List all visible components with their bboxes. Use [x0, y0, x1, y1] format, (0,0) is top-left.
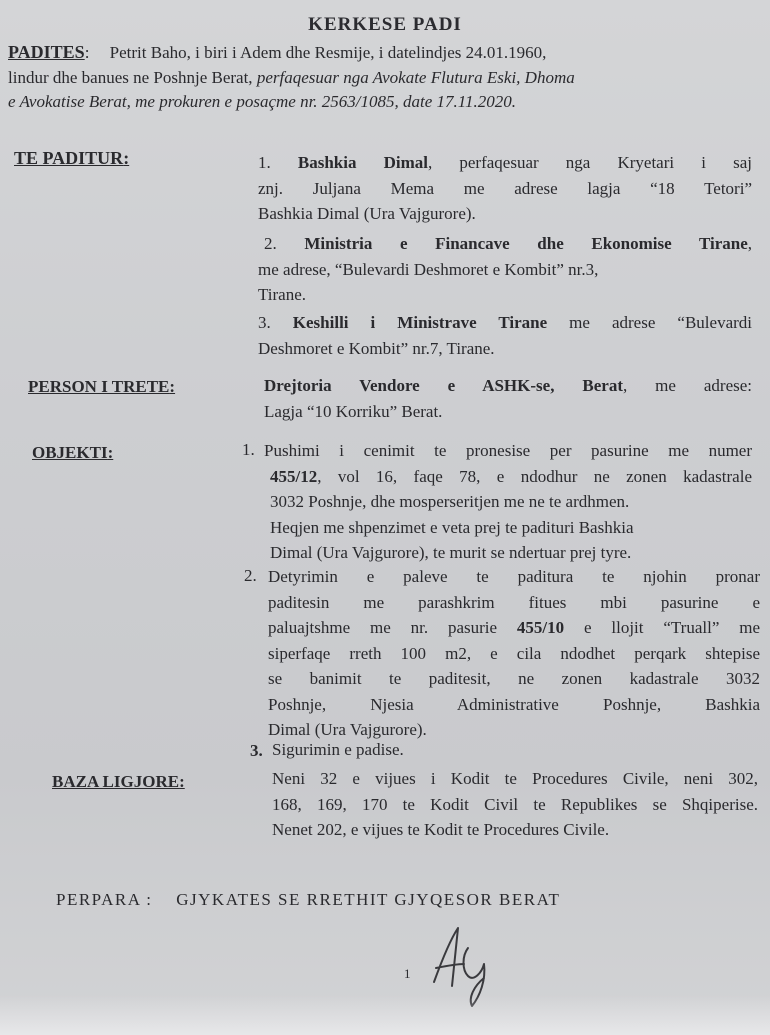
plaintiff-colon: :	[84, 43, 90, 62]
plaintiff-line2	[8, 67, 768, 88]
third-party	[264, 373, 752, 424]
defendant-1-name: Bashkia Dimal	[297, 153, 428, 172]
defendant-3-name: Keshilli i Ministrave Tirane	[292, 313, 548, 332]
object-item-1-line2: 455/12, vol 16, faqe 78, e ndodhur ne zonen kadastrale	[270, 466, 752, 486]
defendant-1	[258, 150, 752, 227]
defendant-3-line2: Deshmoret e Kombit” nr.7, Tirane.	[258, 338, 495, 358]
court-name: GJYKATES SE RRETHIT GJYQESOR BERAT	[176, 890, 561, 909]
defendant-3-rest: me adrese “Bulevardi	[547, 313, 752, 332]
third-party-label-wrap	[28, 377, 175, 397]
legal-basis-line2: 168, 169, 170 te Kodit Civil te Republikes se Shqiperise.	[272, 794, 758, 814]
defendant-3	[258, 310, 752, 361]
object-label-wrap	[32, 443, 113, 463]
object-item-1-line4: Heqjen me shpenzimet e veta prej te padituri Bashkia	[270, 517, 634, 537]
legal-basis-label: BAZA LIGJORE	[52, 772, 180, 791]
third-party-label: PERSON I TRETE	[28, 377, 170, 396]
defendant-2-rest: ,	[747, 234, 753, 253]
plaintiff-line1: Petrit Baho, i biri i Adem dhe Resmije, i datelindjes 24.01.1960,	[109, 43, 547, 62]
defendant-3-line1	[258, 310, 752, 336]
object-item-1-line5: Dimal (Ura Vajgurore), te murit se ndertuar prej tyre.	[270, 543, 632, 562]
object-item-2-num: 2.	[244, 566, 257, 585]
defendant-1-line1	[258, 150, 752, 176]
defendant-1-rest: , perfaqesuar nga Kryetari i saj	[428, 153, 752, 172]
object-item-3-line1: Sigurimin e padise.	[272, 740, 404, 759]
object-item-3-num: 3.	[250, 741, 263, 760]
third-party-rest: , me adrese:	[622, 376, 753, 395]
object-item-1-line3: 3032 Poshnje, dhe mosperseritjen me ne te ardhmen.	[270, 492, 630, 511]
plaintiff-block	[8, 42, 768, 63]
defendants-label-wrap	[14, 148, 129, 169]
legal-basis-line3: Nenet 202, e vijues te Kodit te Procedures Civile.	[272, 820, 610, 839]
plaintiff-line2-plain: lindur dhe banues ne Poshnje Berat,	[8, 68, 257, 87]
object-item-2-line2: paditesin me parashkrim fitues mbi pasurine e	[268, 592, 760, 612]
object-item-2-line7: Dimal (Ura Vajgurore).	[268, 720, 427, 739]
court-line	[56, 890, 560, 910]
defendant-2-line2: me adrese, “Bulevardi Deshmoret e Kombit” nr.3,	[258, 259, 599, 279]
object-item-2-line6: Poshnje, Njesia Administrative Poshnje, Bashkia	[268, 694, 760, 714]
third-party-name: Drejtoria Vendore e ASHK-se, Berat	[264, 376, 623, 395]
third-party-line2: Lagja “10 Korriku” Berat.	[264, 401, 443, 421]
object-item-2	[268, 564, 760, 743]
defendant-1-line2: znj. Juljana Mema me adrese lagja “18 Tetori”	[258, 178, 752, 198]
court-label: PERPARA :	[56, 890, 153, 909]
defendant-1-line3: Bashkia Dimal (Ura Vajgurore).	[258, 204, 476, 223]
defendant-2-line1	[258, 231, 752, 257]
object-item-2-line4: siperfaqe rreth 100 m2, e cila ndodhet perqark shtepise	[268, 643, 760, 663]
defendants-colon: :	[123, 148, 130, 168]
defendant-2-line3: Tirane.	[258, 285, 307, 304]
defendant-2-num: 2.	[264, 234, 277, 253]
legal-basis-line1: Neni 32 e vijues i Kodit te Procedures Civile, neni 302,	[272, 769, 758, 788]
object-colon: :	[107, 443, 114, 462]
object-item-2-line3: paluajtshme me nr. pasurie 455/10 e llojit “Truall” me	[268, 618, 760, 637]
page-bottom-glare	[0, 995, 770, 1035]
object-item-2-line1: Detyrimin e paleve te paditura te njohin pronar	[268, 567, 760, 586]
plaintiff-line2-italic: perfaqesuar nga Avokate Flutura Eski, Dhoma	[256, 68, 575, 87]
object-item-1-line1: Pushimi i cenimit te pronesise per pasurine me numer	[264, 441, 752, 460]
third-party-line1	[264, 373, 752, 399]
plaintiff-line3: e Avokatise Berat, me prokuren e posaçme nr. 2563/1085, date 17.11.2020.	[8, 92, 517, 111]
defendant-3-num: 3.	[258, 313, 271, 332]
object-item-1-num: 1.	[242, 440, 255, 459]
object-item-1	[264, 438, 752, 566]
legal-basis-colon: :	[179, 772, 185, 791]
defendant-2-name: Ministria e Financave dhe Ekonomise Tirane	[304, 234, 748, 253]
third-party-colon: :	[169, 377, 176, 396]
defendant-1-num: 1.	[258, 153, 271, 172]
defendants-label: TE PADITUR	[14, 148, 124, 168]
page-number: 1	[404, 966, 411, 981]
plaintiff-label: PADITES	[8, 42, 85, 62]
object-item-2-line5: se banimit te paditesit, ne zonen kadastrale 3032	[268, 669, 760, 688]
object-label: OBJEKTI	[32, 443, 108, 462]
document-title: KERKESE PADI	[308, 14, 462, 35]
legal-basis	[272, 766, 758, 843]
legal-basis-label-wrap	[52, 772, 185, 792]
defendant-2	[258, 231, 752, 308]
